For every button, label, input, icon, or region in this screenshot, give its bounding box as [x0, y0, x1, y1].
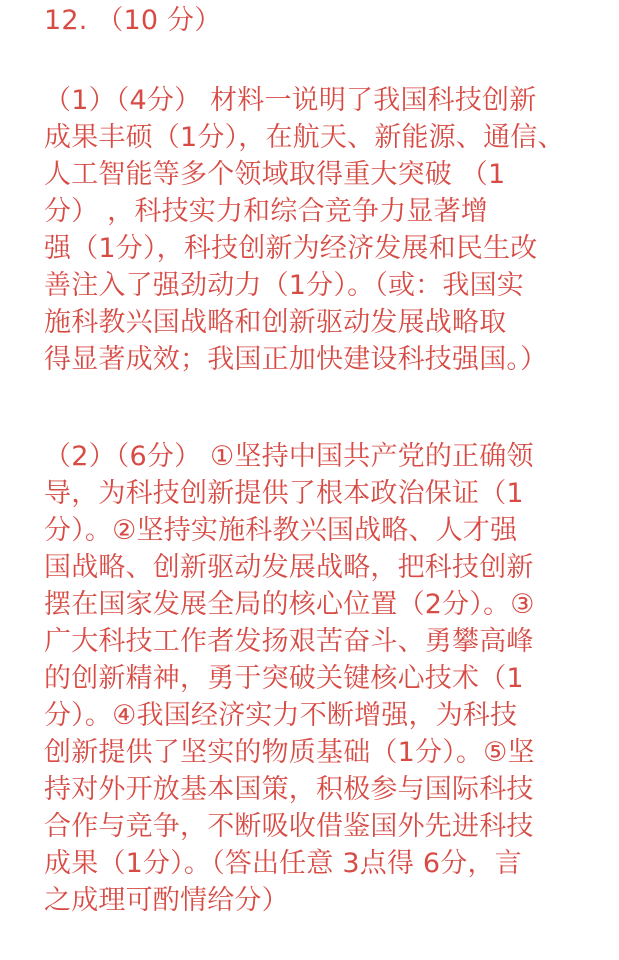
part2-line: 合作与竞争，不断吸收借鉴国外先进科技 — [44, 811, 534, 842]
part2-line: 广大科技工作者发扬艰苦奋斗、勇攀高峰 — [44, 626, 534, 657]
part2-line: 的创新精神，勇于突破关键核心技术（1 — [44, 663, 524, 694]
part2-line: 持对外开放基本国策，积极参与国际科技 — [44, 774, 534, 805]
part1-line: （1）（4分） 材料一说明了我国科技创新 — [44, 85, 537, 116]
part1-line: 分） ，科技实力和综合竞争力显著增 — [44, 196, 488, 227]
part2-line: 之成理可酌情给分） — [44, 885, 289, 916]
part1-line: 人工智能等多个领域取得重大突破 （1 — [44, 159, 506, 190]
part2-line: （2）（6分） ①坚持中国共产党的正确领 — [44, 441, 534, 472]
question-header: 12. （10 分） — [44, 5, 222, 36]
part1-line: 强（1分），科技创新为经济发展和民生改 — [44, 233, 538, 264]
part2-line: 导，为科技创新提供了根本政治保证（1 — [44, 478, 524, 509]
part1-line: 得显著成效；我国正加快建设科技强国。） — [44, 344, 548, 375]
part2-line: 国战略、创新驱动发展战略，把科技创新 — [44, 552, 534, 583]
part1-line: 成果丰硕（1分），在航天、新能源、通信、 — [44, 122, 565, 153]
part2-line: 分）。④我国经济实力不断增强，为科技 — [44, 700, 518, 731]
part2-line: 摆在国家发展全局的核心位置（2分）。③ — [44, 589, 535, 620]
part2-line: 创新提供了坚实的物质基础（1分）。⑤坚 — [44, 737, 535, 768]
part1-line: 施科教兴国战略和创新驱动发展战略取 — [44, 307, 507, 338]
part2-line: 分）。②坚持实施科教兴国战略、人才强 — [44, 515, 518, 546]
part1-line: 善注入了强劲动力（1分）。（或：我国实 — [44, 270, 524, 301]
part2-line: 成果（1分）。（答出任意 3点得 6分，言 — [44, 848, 522, 879]
